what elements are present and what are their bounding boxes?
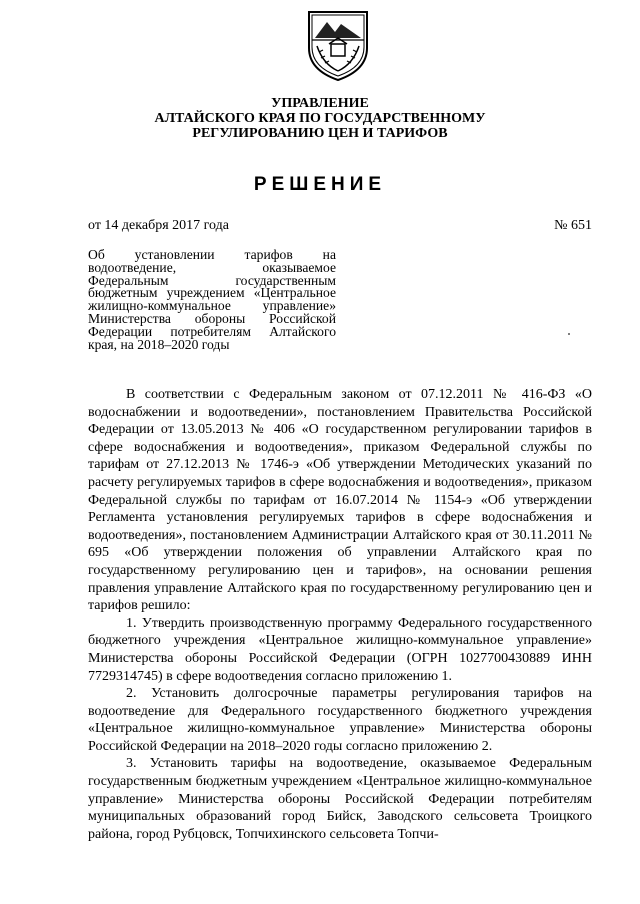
body-item-1: 1. Утвердить производственную программу Федерального государственного бюджетного учреждения «Центральное жилищно-коммунальное управление» Министерства обороны Российской Федерации (ОГРН 1027700430889 ИНН 7729314745) в сфере водоотведения согласно приложению 1.	[88, 615, 592, 684]
org-name-line-1: УПРАВЛЕНИЕ	[271, 96, 369, 111]
document-title: РЕШЕНИЕ	[253, 174, 387, 195]
scan-speck	[568, 333, 570, 335]
body-item-2: 2. Установить долгосрочные параметры регулирования тарифов на водоотведение для Федерального государственного бюджетного учреждения «Центральное жилищно-коммунальное управление» Министерства обороны Российской Федерации на 2018–2020 годы согласно приложению 2.	[88, 686, 592, 754]
document-number: № 651	[554, 218, 592, 233]
body-item-3: 3. Установить тарифы на водоотведение, оказываемое Федеральным государственным бюджетным учреждением «Центральное жилищно-коммунальное управление» Министерства обороны Российской Федерации потребителям муниципальных образований город Бийск, Заводского сельсовета Троицкого района, город Рубцовск, Топчихинского сельсовета Топчи-	[88, 756, 592, 842]
altai-coat-of-arms-icon	[303, 8, 373, 82]
org-name-line-3: РЕГУЛИРОВАНИЮ ЦЕН И ТАРИФОВ	[192, 126, 448, 141]
body-preamble: В соответствии с Федеральным законом от 07.12.2011 № 416-ФЗ «О водоснабжении и водоотведении», постановлением Правительства Российской Федерации от 13.05.2013 № 406 «О государственном регулировании тарифов в сфере водоснабжения и водоотведения», приказом Федеральной службы по тарифам от 27.12.2013 № 1746-э «Об утверждении Методических указаний по расчету регулируемых тарифов в сфере водоснабжения и водоотведения», приказом Федеральной службы по тарифам от 16.07.2014 № 1154-э «Об утверждении Регламента установления регулируемых тарифов в сфере водоснабжения и водоотведения», постановлением Администрации Алтайского края от 30.11.2011 № 695 «Об утверждении положения об управлении Алтайского края по государственному регулированию цен и тарифов», на основании решения правления управление Алтайского края по государственному регулированию цен и тарифов решило:	[88, 387, 592, 614]
document-body	[88, 386, 592, 843]
document-date: от 14 декабря 2017 года	[88, 218, 229, 233]
org-name-line-2: АЛТАЙСКОГО КРАЯ ПО ГОСУДАРСТВЕННОМУ	[154, 111, 486, 126]
document-subject: Об установлении тарифов на водоотведение, оказываемое Федеральным государственным бюджетным учреждением «Центральное жилищно-коммунальное управление» Министерства обороны Российской Федерации потребителям Алтайского края, на 2018–2020 годы	[88, 247, 336, 352]
